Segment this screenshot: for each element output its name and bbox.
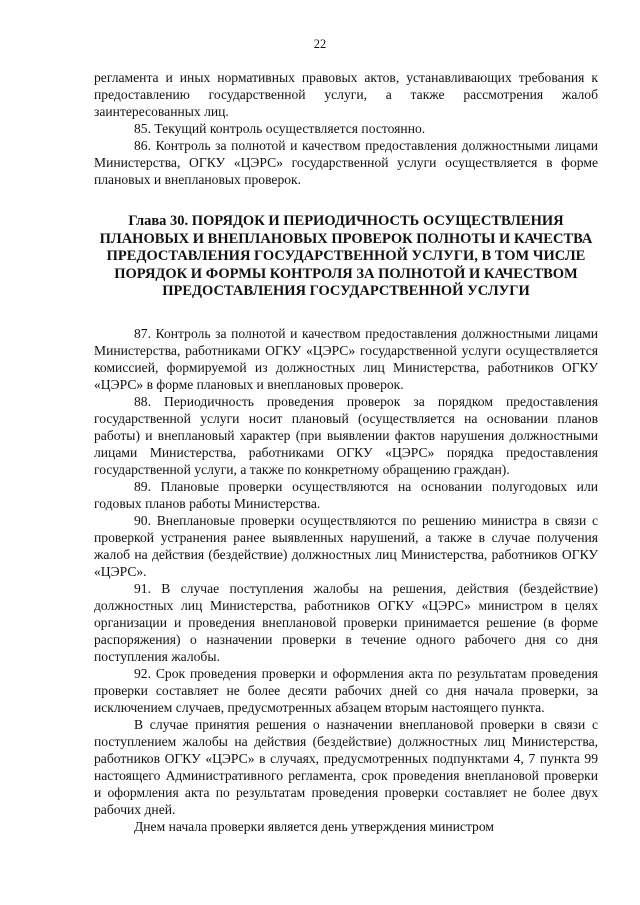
- chapter-heading: Глава 30. ПОРЯДОК И ПЕРИОДИЧНОСТЬ ОСУЩЕСТВЛЕНИЯ ПЛАНОВЫХ И ВНЕПЛАНОВЫХ ПРОВЕРОК ПОЛНОТЫ И КАЧЕСТВА ПРЕДОСТАВЛЕНИЯ ГОСУДАРСТВЕННОЙ УСЛУГИ, В ТОМ ЧИСЛЕ ПОРЯДОК И ФОРМЫ КОНТРОЛЯ ЗА ПОЛНОТОЙ И КАЧЕСТВОМ ПРЕДОСТАВЛЕНИЯ ГОСУДАРСТВЕННОЙ УСЛУГИ: [99, 213, 593, 299]
- paragraph-90: 90. Внеплановые проверки осуществляются по решению министра в связи с проверкой устранения ранее выявленных нарушений, а также в случае получения жалоб на действия (бездействие) должностных лиц Министерства, работников ОГКУ «ЦЭРС».: [94, 512, 598, 579]
- paragraph-92-second: В случае принятия решения о назначении внеплановой проверки в связи с поступлением жалобы на действия (бездействие) должностных лиц Министерства, работников ОГКУ «ЦЭРС» в случаях, предусмотренных подпунктами 4, 7 пункта 99 настоящего Административного регламента, срок проведения внеплановой проверки и оформления акта по результатам проведения проверки составляет не более двух рабочих дней.: [94, 716, 598, 817]
- paragraph-89: 89. Плановые проверки осуществляются на основании полугодовых или годовых планов работы Министерства.: [94, 478, 598, 511]
- paragraph-88: 88. Периодичность проведения проверок за порядком предоставления государственной услуги носит плановый (осуществляется на основании планов работы) и внеплановый характер (при выявлении фактов нарушения должностными лицами Министерства, работниками ОГКУ «ЦЭРС» порядка предоставления государственной услуги, а также по конкретному обращению граждан).: [94, 393, 598, 477]
- paragraph-92-third: Днем начала проверки является день утверждения министром: [134, 818, 494, 834]
- paragraph-87: 87. Контроль за полнотой и качеством предоставления должностными лицами Министерства, работниками ОГКУ «ЦЭРС» государственной услуги осуществляется комиссией, формируемой из должностных лиц Министерства, работников ОГКУ «ЦЭРС» в форме плановых и внеплановых проверок.: [94, 325, 598, 392]
- page-number: 22: [313, 37, 327, 51]
- paragraph-92: 92. Срок проведения проверки и оформления акта по результатам проведения проверки составляет не более десяти рабочих дней со дня начала проверки, за исключением случаев, предусмотренных абзацем вторым настоящего пункта.: [94, 665, 598, 715]
- document-body: [94, 69, 598, 835]
- paragraph-91: 91. В случае поступления жалобы на решения, действия (бездействие) должностных лиц Министерства, работников ОГКУ «ЦЭРС» министром в целях организации и проведения внеплановой проверки принимается решение (в форме распоряжения) о назначении проверки в течение одного рабочего дня со дня поступления жалобы.: [94, 580, 598, 664]
- paragraph-85: 85. Текущий контроль осуществляется постоянно.: [134, 121, 426, 136]
- intro-paragraph: регламента и иных нормативных правовых актов, устанавливающих требования к предоставлению государственной услуги, а также рассмотрения жалоб заинтересованных лиц.: [94, 70, 598, 119]
- paragraph-86: 86. Контроль за полнотой и качеством предоставления должностными лицами Министерства, ОГКУ «ЦЭРС» государственной услуги осуществляется в форме плановых и внеплановых проверок.: [94, 138, 598, 187]
